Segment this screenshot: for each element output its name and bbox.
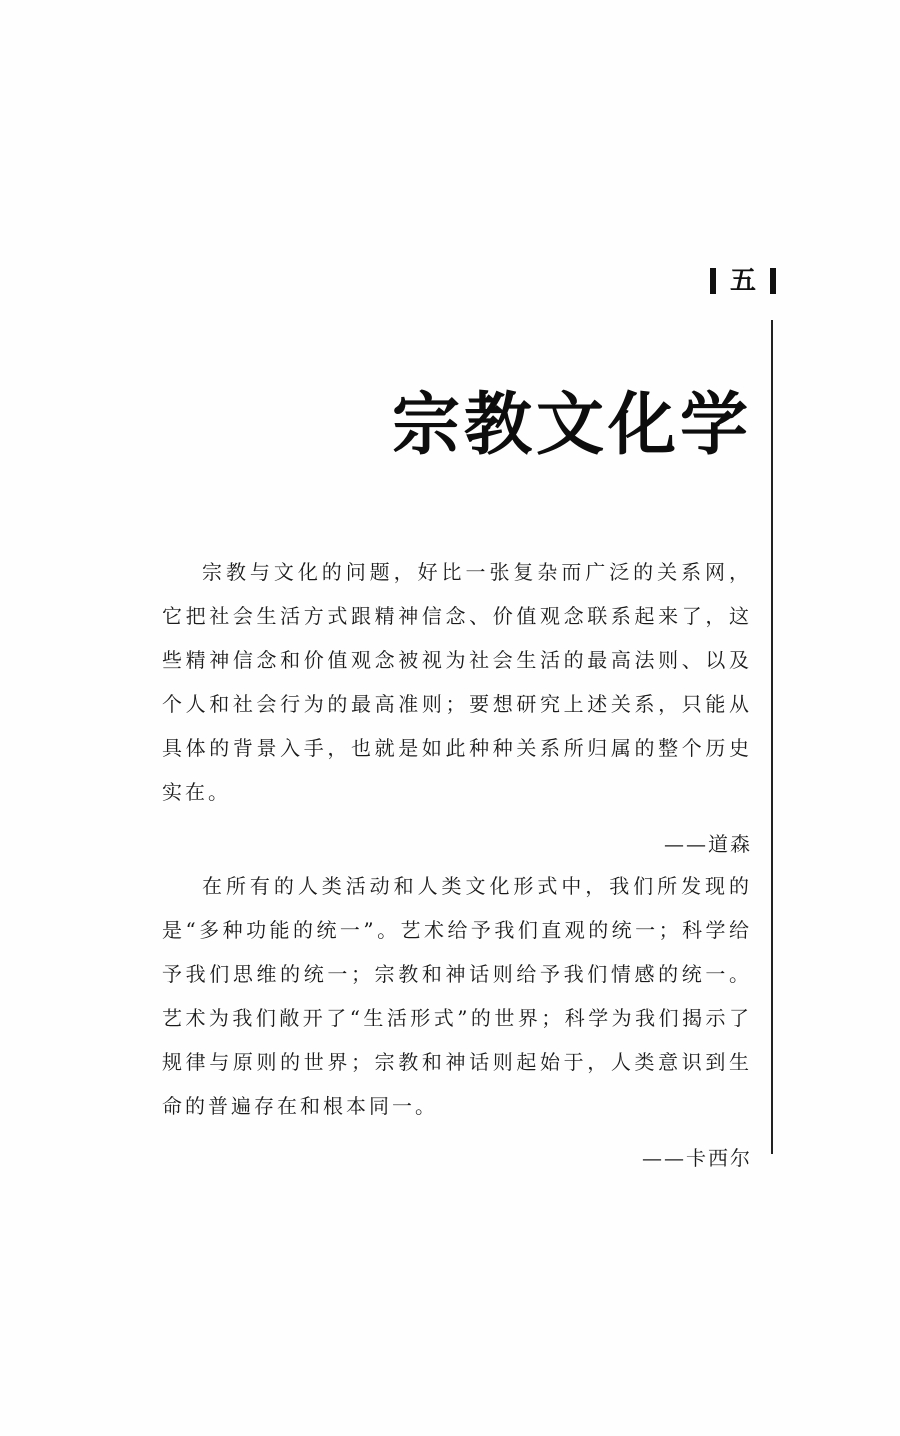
epigraph-cassirer bbox=[162, 864, 752, 1178]
marker-bar-left bbox=[710, 268, 716, 294]
epigraph-attribution: ——卡西尔 bbox=[642, 1146, 752, 1170]
epigraph-text: 在所有的人类活动和人类文化形式中，我们所发现的是“多种功能的统一”。艺术给予我们直观的统一；科学给予我们思维的统一；宗教和神话则给予我们情感的统一。艺术为我们敞开了“生活形式”的世界；科学为我们揭示了规律与原则的世界；宗教和神话则起始于，人类意识到生命的普遍存在和根本同一。 bbox=[162, 874, 752, 1118]
chapter-marker bbox=[710, 262, 776, 300]
epigraph-dawson bbox=[162, 550, 752, 864]
marker-bar-right bbox=[770, 268, 776, 294]
chapter-number: 五 bbox=[729, 266, 756, 296]
epigraph-text: 宗教与文化的问题，好比一张复杂而广泛的关系网，它把社会生活方式跟精神信念、价值观念联系起来了，这些精神信念和价值观念被视为社会生活的最高法则、以及个人和社会行为的最高准则；要想研究上述关系，只能从具体的背景入手，也就是如此种种关系所归属的整个历史实在。 bbox=[162, 560, 752, 804]
vertical-rule bbox=[771, 320, 773, 1154]
epigraph-attribution: ——道森 bbox=[664, 832, 752, 856]
chapter-title: 宗教文化学 bbox=[391, 386, 752, 465]
